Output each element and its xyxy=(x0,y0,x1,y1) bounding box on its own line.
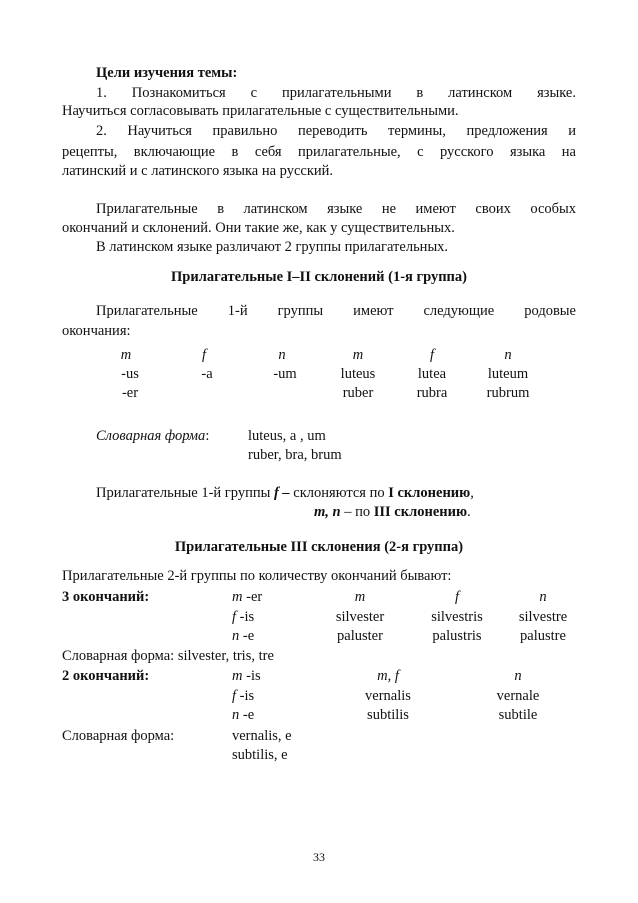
three-end-n-gender: n xyxy=(232,628,240,644)
three-end-n xyxy=(232,627,254,645)
group1-text-line-2: окончания: xyxy=(62,323,131,339)
decl-mid-2: – по xyxy=(340,504,374,520)
three-header-f: f xyxy=(454,589,460,605)
palustris: palustris xyxy=(432,628,482,644)
decl-end-2: . xyxy=(467,504,471,520)
group2-intro: Прилагательные 2-й группы по количеству окончаний бывают: xyxy=(62,568,452,584)
goals-title: Цели изучения темы: xyxy=(96,65,238,81)
two-end-m-gender: m xyxy=(232,668,243,684)
three-end-f-ending: -is xyxy=(236,609,255,625)
g1-header-f-2: f xyxy=(429,347,435,363)
three-end-m xyxy=(232,588,262,606)
g1-dict-label: Словарная форма xyxy=(96,428,206,444)
vernalis: vernalis xyxy=(365,688,411,704)
g1-lutea: lutea xyxy=(417,366,447,382)
decl-mn: m, n xyxy=(314,504,341,520)
vernale: vernale xyxy=(496,688,540,704)
two-end-f-gender: f xyxy=(232,688,237,704)
group1-text-line-1: Прилагательные 1-й группы имеют следующие родовые xyxy=(96,303,576,319)
two-header-mf: m, f xyxy=(377,668,399,684)
g1-dict-colon: : xyxy=(205,428,210,444)
two-dict-vernalis: vernalis, e xyxy=(232,728,292,744)
goal-2-line-3: латинский и с латинского языка на русский. xyxy=(62,163,334,179)
two-end-n xyxy=(232,706,254,724)
decl-first: I склонению xyxy=(388,485,471,501)
three-header-m: m xyxy=(354,589,366,605)
g1-dict-luteus: luteus, a , um xyxy=(248,428,326,444)
two-endings-label: 2 окончаний: xyxy=(62,668,150,684)
g1-dict-ruber: ruber, bra, brum xyxy=(248,447,342,463)
g1-luteum: luteum xyxy=(487,366,529,382)
g1-header-m-2: m xyxy=(352,347,364,363)
goal-2-line-2: рецепты, включающие в себя прилагательные, с русского языка на xyxy=(62,144,576,160)
group1-heading: Прилагательные I–II склонений (1-я группа) xyxy=(171,269,467,285)
decl-prefix: Прилагательные 1-й группы xyxy=(96,485,274,501)
two-end-n-gender: n xyxy=(232,707,240,723)
page-number: 33 xyxy=(313,850,325,864)
g1-ruber: ruber xyxy=(342,385,374,401)
three-dict-form: Словарная форма: silvester, tris, tre xyxy=(62,648,274,664)
subtilis: subtilis xyxy=(367,707,409,723)
palustre: palustre xyxy=(520,628,566,644)
decl-third: III склонению xyxy=(373,504,468,520)
goal-1-line-2: Научиться согласовывать прилагательные с существительными. xyxy=(62,103,459,119)
g1-rubrum: rubrum xyxy=(486,385,530,401)
g1-dict-label-line xyxy=(96,427,209,445)
silvestris: silvestris xyxy=(431,609,483,625)
g1-ending-um: -um xyxy=(273,366,297,382)
two-end-f xyxy=(232,687,254,705)
g1-rubra: rubra xyxy=(416,385,448,401)
g1-header-n: n xyxy=(278,347,286,363)
decl-f: f – xyxy=(273,485,290,501)
decl-end-1: , xyxy=(470,485,474,501)
three-end-m-gender: m xyxy=(232,589,243,605)
subtile: subtile xyxy=(498,707,538,723)
g1-declension-line-1 xyxy=(96,484,474,502)
goal-2-line-1: 2. Научиться правильно переводить термины, предложения и xyxy=(96,123,576,139)
g1-header-m: m xyxy=(120,347,132,363)
three-endings-label: 3 окончаний: xyxy=(62,589,150,605)
paluster: paluster xyxy=(337,628,383,644)
two-header-n: n xyxy=(514,668,522,684)
g1-ending-a: -a xyxy=(201,366,213,382)
intro-line-1: Прилагательные в латинском языке не имеют своих особых xyxy=(96,201,576,217)
g1-header-n-2: n xyxy=(504,347,512,363)
silvester: silvester xyxy=(335,609,385,625)
two-end-n-ending: -e xyxy=(239,707,255,723)
two-dict-subtilis: subtilis, e xyxy=(232,747,288,763)
three-header-n: n xyxy=(539,589,547,605)
three-end-m-ending: -er xyxy=(242,589,263,605)
three-end-f-gender: f xyxy=(232,609,237,625)
g1-ending-er: -er xyxy=(121,385,139,401)
three-end-f xyxy=(232,608,254,626)
g1-header-f: f xyxy=(201,347,207,363)
two-dict-label: Словарная форма: xyxy=(62,728,175,744)
g1-ending-us: -us xyxy=(121,366,139,382)
two-end-m xyxy=(232,667,261,685)
group2-heading: Прилагательные III склонения (2-я группа) xyxy=(174,539,464,555)
decl-mid-1: склоняются по xyxy=(289,485,389,501)
g1-luteus: luteus xyxy=(340,366,376,382)
two-end-m-ending: -is xyxy=(242,668,261,684)
three-end-n-ending: -e xyxy=(239,628,255,644)
goal-1-line-1: 1. Познакомиться с прилагательными в латинском языке. xyxy=(96,85,576,101)
intro-line-3: В латинском языке различают 2 группы прилагательных. xyxy=(96,239,449,255)
g1-declension-line-2 xyxy=(314,503,471,521)
silvestre: silvestre xyxy=(518,609,568,625)
intro-line-2: окончаний и склонений. Они такие же, как у существительных. xyxy=(62,220,455,236)
two-end-f-ending: -is xyxy=(236,688,255,704)
